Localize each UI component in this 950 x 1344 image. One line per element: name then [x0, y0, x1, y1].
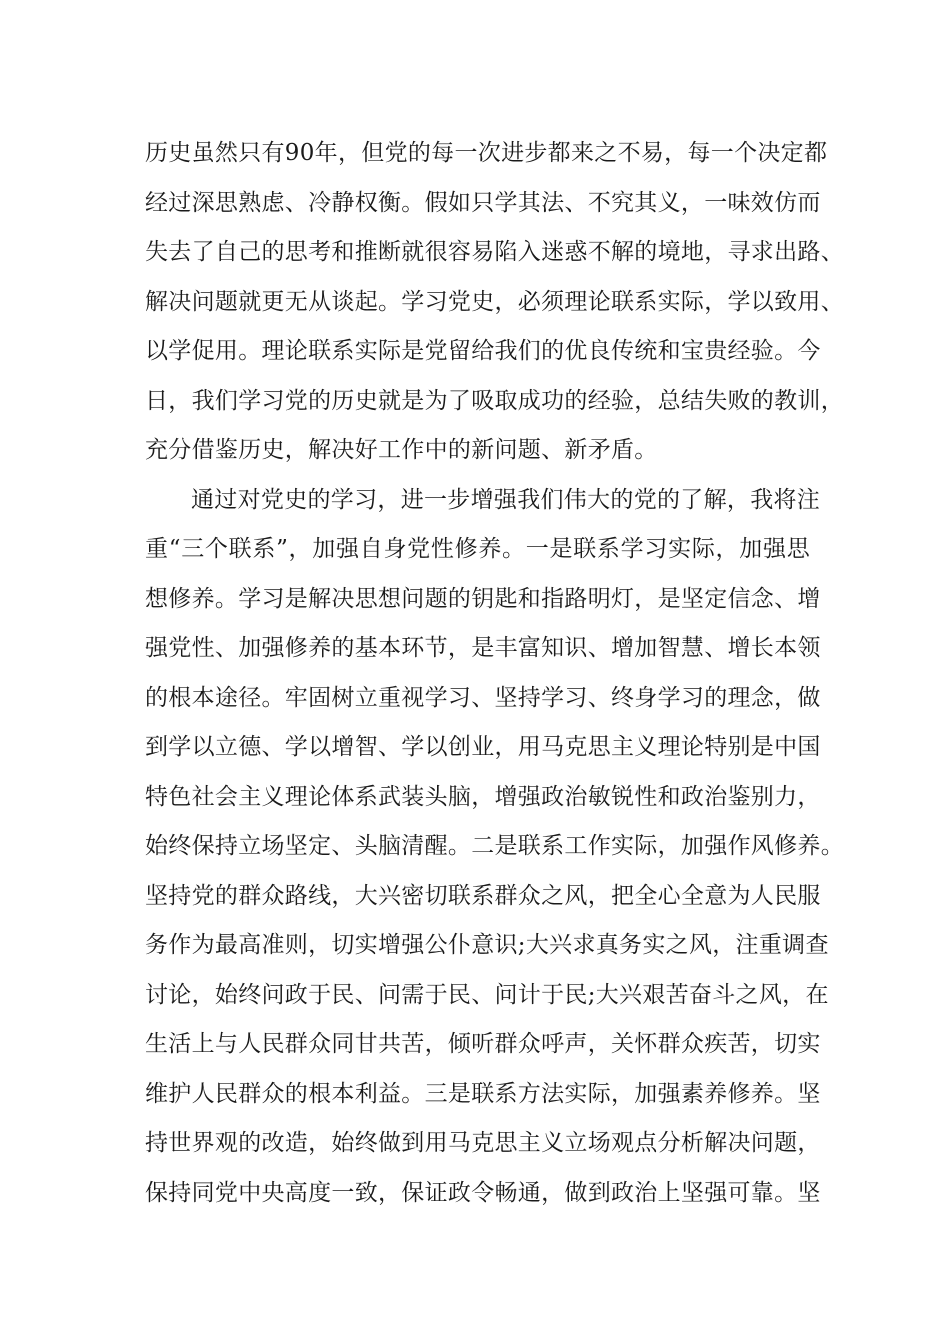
text-line: 失去了自己的思考和推断就很容易陷入迷惑不解的境地，寻求出路、 [145, 239, 844, 265]
text-line: 维护人民群众的根本利益。三是联系方法实际，加强素养修养。坚 [145, 1080, 821, 1107]
text-line: 保持同党中央高度一致，保证政令畅通，做到政治上坚强可靠。坚 [145, 1179, 821, 1206]
document-body [145, 129, 844, 1218]
text-line: 重“三个联系”，加强自身党性修养。一是联系学习实际，加强思 [145, 536, 810, 562]
text-line: 充分借鉴历史，解决好工作中的新问题、新矛盾。 [145, 437, 658, 463]
paragraph-1 [145, 129, 844, 476]
text-line: 通过对党史的学习，进一步增强我们伟大的党的了解，我将注 [191, 486, 821, 513]
text-line: 想修养。学习是解决思想问题的钥匙和指路明灯，是坚定信念、增 [145, 585, 821, 612]
text-line: 强党性、加强修养的基本环节，是丰富知识、增加智慧、增长本领 [145, 635, 821, 661]
text-line: 到学以立德、学以增智、学以创业，用马克思主义理论特别是中国 [145, 734, 821, 760]
paragraph-2 [145, 476, 844, 1219]
text-line: 历史虽然只有90年，但党的每一次进步都来之不易，每一个决定都 [145, 140, 828, 166]
text-line: 持世界观的改造，始终做到用马克思主义立场观点分析解决问题， [145, 1130, 821, 1156]
text-line: 经过深思熟虑、冷静权衡。假如只学其法、不究其义，一味效仿而 [145, 189, 821, 216]
text-line: 坚持党的群众路线，大兴密切联系群众之风，把全心全意为人民服 [145, 882, 821, 909]
text-line: 解决问题就更无从谈起。学习党史，必须理论联系实际，学以致用、 [145, 288, 844, 315]
text-line: 的根本途径。牢固树立重视学习、坚持学习、终身学习的理念，做 [145, 684, 821, 711]
text-line: 讨论，始终问政于民、问需于民、问计于民;大兴艰苦奋斗之风，在 [145, 981, 829, 1008]
text-line: 以学促用。理论联系实际是党留给我们的优良传统和宝贵经验。今 [145, 338, 821, 364]
text-line: 特色社会主义理论体系武装头脑，增强政治敏锐性和政治鉴别力， [145, 783, 821, 810]
text-line: 务作为最高准则，切实增强公仆意识;大兴求真务实之风，注重调查 [145, 932, 829, 958]
text-line: 始终保持立场坚定、头脑清醒。二是联系工作实际，加强作风修养。 [145, 833, 844, 859]
text-line: 日，我们学习党的历史就是为了吸取成功的经验，总结失败的教训， [145, 387, 844, 414]
text-line: 生活上与人民群众同甘共苦，倾听群众呼声，关怀群众疾苦，切实 [145, 1031, 821, 1057]
